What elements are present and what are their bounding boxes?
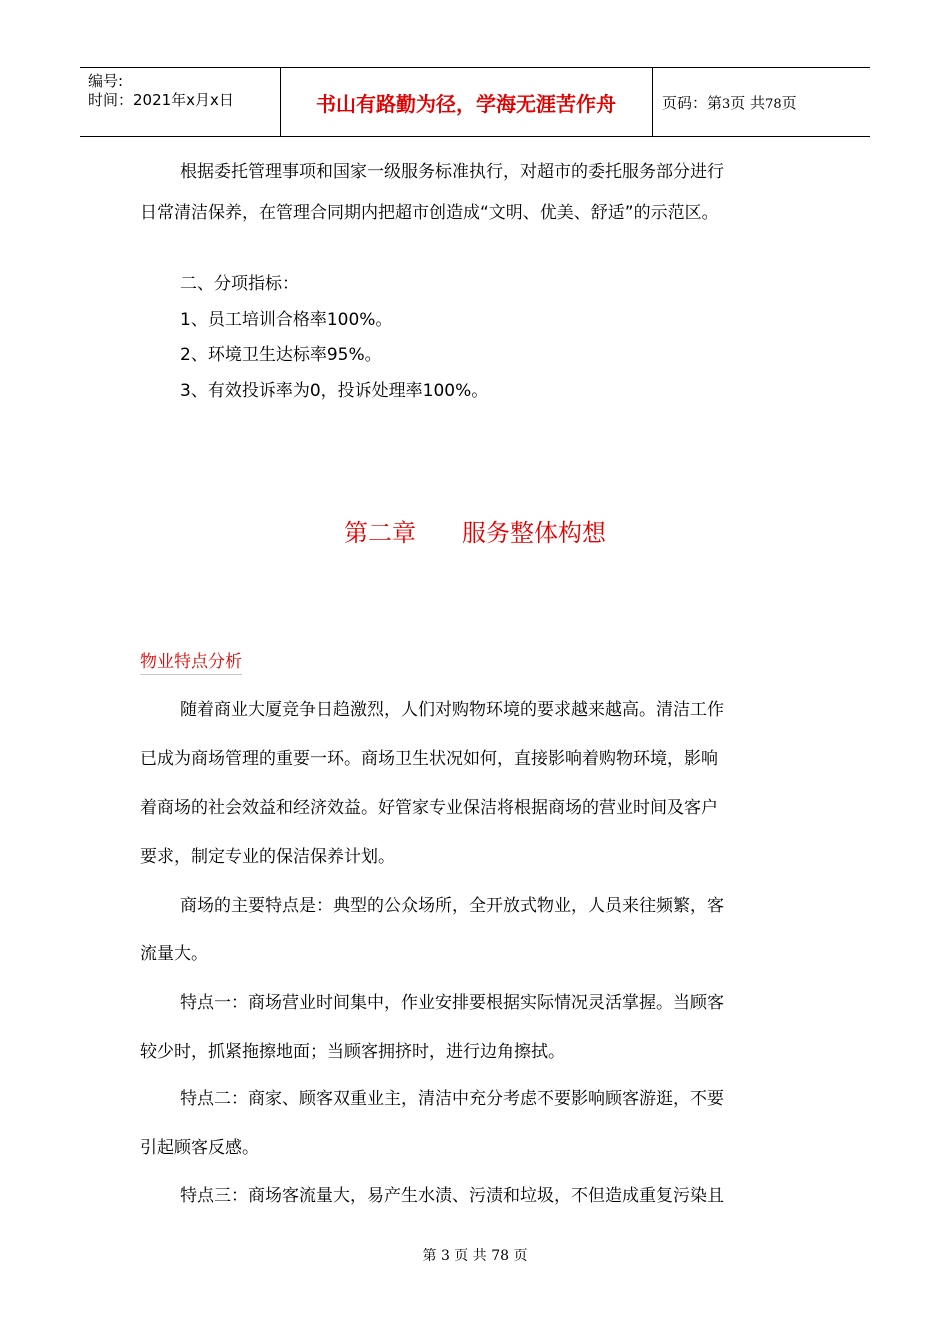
header-page-number <box>662 94 797 114</box>
intro-line: 日常清洁保养，在管理合同期内把超市创造成“文明、优美、舒适”的示范区。 <box>140 203 719 223</box>
paragraph-line: 商场的主要特点是：典型的公众场所，全开放式物业，人员来往频繁，客 <box>180 896 724 916</box>
page-prefix: 页码：第 <box>662 94 723 112</box>
paragraph-line: 流量大。 <box>140 944 208 964</box>
paragraph-line: 已成为商场管理的重要一环。商场卫生状况如何，直接影响着购物环境，影响 <box>140 749 718 769</box>
page-mid: 页 共 <box>730 94 766 112</box>
chapter-title: 服务整体构想 <box>462 519 606 547</box>
paragraph-line: 特点三：商场客流量大，易产生水渍、污渍和垃圾，不但造成重复污染且 <box>180 1186 724 1206</box>
paragraph-line: 着商场的社会效益和经济效益。好管家专业保洁将根据商场的营业时间及客户 <box>140 798 718 818</box>
header-motto-cell <box>280 68 653 136</box>
paragraph-line: 特点一：商场营业时间集中，作业安排要根据实际情况灵活掌握。当顾客 <box>180 993 724 1013</box>
header-meta-cell <box>80 68 281 136</box>
indicator-item: 1、员工培训合格率100%。 <box>180 310 393 330</box>
page-footer: 第 3 页 共 78 页 <box>422 1248 528 1264</box>
chapter-number: 第二章 <box>344 519 416 547</box>
header-page-cell <box>652 68 870 136</box>
indicator-item: 2、环境卫生达标率95%。 <box>180 345 382 365</box>
paragraph-line: 随着商业大厦竞争日趋激烈，人们对购物环境的要求越来越高。清洁工作 <box>180 700 724 720</box>
section-title: 物业特点分析 <box>140 651 242 675</box>
indicator-item: 3、有效投诉率为0，投诉处理率100%。 <box>180 381 489 401</box>
document-time-label: 时间：2021年x月x日 <box>88 91 234 109</box>
indicators-title: 二、分项指标： <box>180 274 299 294</box>
page-suffix: 页 <box>781 94 797 112</box>
page-total: 78 <box>765 97 782 112</box>
document-header <box>80 67 870 137</box>
document-number-label: 编号: <box>88 72 124 90</box>
page-current: 3 <box>722 97 731 112</box>
paragraph-line: 引起顾客反感。 <box>140 1138 259 1158</box>
paragraph-line: 要求，制定专业的保洁保养计划。 <box>140 847 395 867</box>
chapter-heading <box>0 518 950 548</box>
intro-line: 根据委托管理事项和国家一级服务标准执行，对超市的委托服务部分进行 <box>180 162 724 182</box>
paragraph-line: 特点二：商家、顾客双重业主，清洁中充分考虑不要影响顾客游逛，不要 <box>180 1089 724 1109</box>
header-motto: 书山有路勤为径，学海无涯苦作舟 <box>316 92 616 116</box>
paragraph-line: 较少时，抓紧拖擦地面；当顾客拥挤时，进行边角擦拭。 <box>140 1042 565 1062</box>
